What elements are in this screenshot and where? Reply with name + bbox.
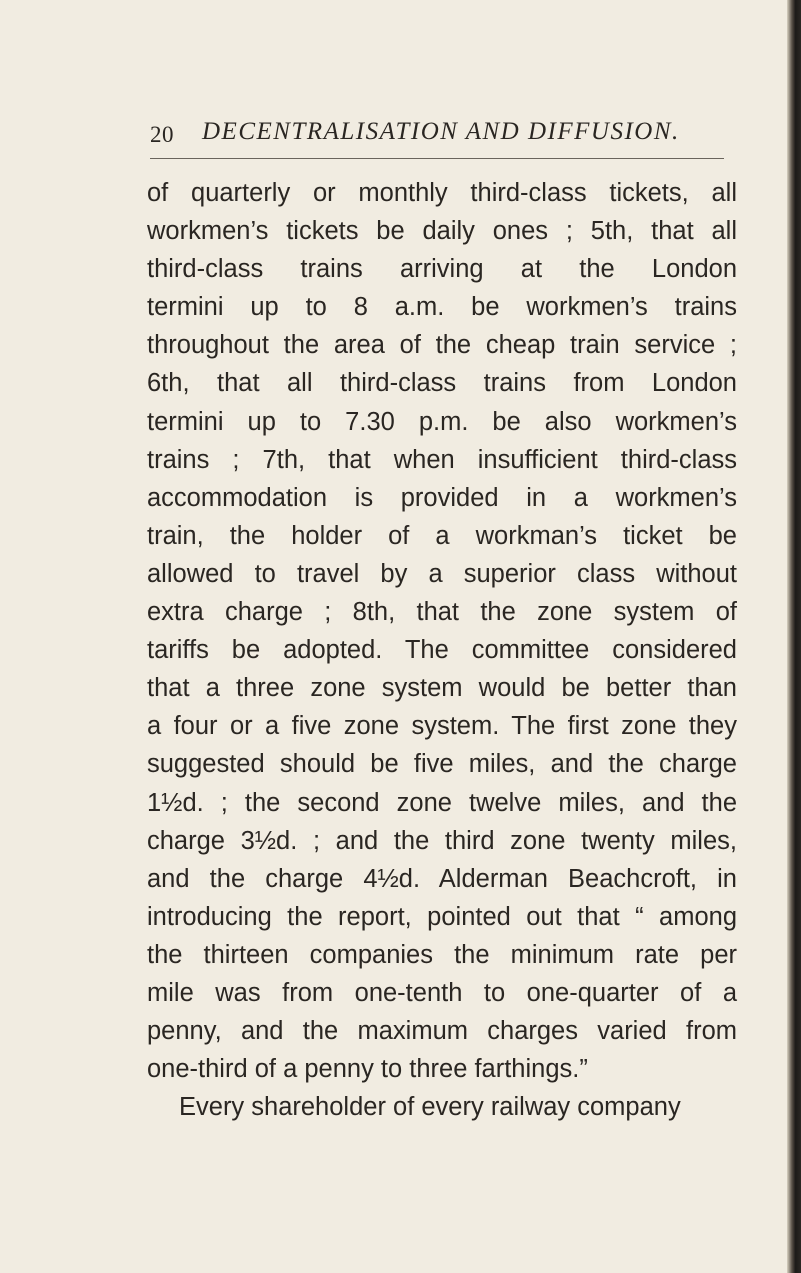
- text-line: 6th, that all third-class trains from London: [147, 369, 737, 398]
- running-head: DECENTRALISATION AND DIFFUSION.: [202, 118, 680, 145]
- body-text: [147, 174, 737, 1126]
- text-line: tariffs be adopted. The committee considered: [147, 636, 737, 665]
- text-line: accommodation is provided in a workmen’s: [147, 483, 737, 512]
- text-line: charge 3½d. ; and the third zone twenty miles,: [147, 826, 737, 855]
- text-line: mile was from one-tenth to one-quarter of a: [147, 978, 737, 1007]
- text-line: third-class trains arriving at the London: [147, 255, 737, 284]
- text-line: and the charge 4½d. Alderman Beachcroft, in: [147, 864, 737, 893]
- text-line: train, the holder of a workman’s ticket be: [147, 521, 737, 550]
- text-line: termini up to 8 a.m. be workmen’s trains: [147, 293, 737, 322]
- text-line: 1½d. ; the second zone twelve miles, and the: [147, 788, 737, 817]
- text-line: introducing the report, pointed out that “ among: [147, 902, 737, 931]
- text-line: the thirteen companies the minimum rate per: [147, 940, 737, 969]
- text-line: one-third of a penny to three farthings.”: [147, 1055, 588, 1084]
- text-line: that a three zone system would be better than: [147, 674, 737, 703]
- page-edge-shadow: [787, 0, 801, 1273]
- text-line: allowed to travel by a superior class without: [147, 559, 737, 588]
- text-line: a four or a five zone system. The first zone they: [147, 712, 737, 741]
- header-rule: [150, 158, 724, 159]
- text-line: penny, and the maximum charges varied from: [147, 1017, 737, 1046]
- text-line: termini up to 7.30 p.m. be also workmen’s: [147, 407, 737, 436]
- text-line: suggested should be five miles, and the charge: [147, 750, 737, 779]
- text-line: trains ; 7th, that when insufficient third-class: [147, 445, 737, 474]
- text-line: extra charge ; 8th, that the zone system of: [147, 598, 737, 627]
- text-line: Every shareholder of every railway company: [179, 1093, 681, 1122]
- text-line: of quarterly or monthly third-class tickets, all: [147, 179, 737, 207]
- page-header: [150, 118, 730, 158]
- text-line: throughout the area of the cheap train service ;: [147, 331, 737, 360]
- text-line: workmen’s tickets be daily ones ; 5th, that all: [147, 217, 737, 246]
- page-number: 20: [150, 122, 174, 147]
